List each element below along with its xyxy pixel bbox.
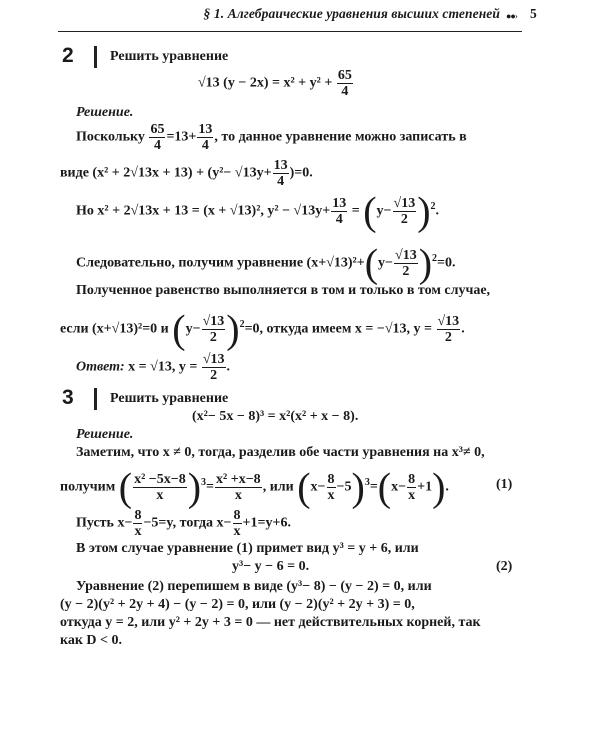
problem-divider-3 [94, 388, 97, 410]
left-paren: ( [118, 464, 133, 510]
left-paren: ( [364, 240, 379, 286]
fraction: $\frac{√13}{2}$ [395, 248, 417, 279]
solution-label: Решение. [76, 427, 134, 442]
problem-3-paragraph-4: В этом случае уравнение (1) примет вид y³ = y + 6, или [76, 541, 419, 556]
solution-label: Решение. [76, 105, 134, 120]
problem-2-equation [198, 68, 354, 99]
problem-3-equation: (x²− 5x − 8)³ = x²(x² + x − 8). [192, 409, 359, 424]
right-paren: ) [226, 306, 240, 352]
left-paren: ( [297, 464, 311, 510]
problem-3-paragraph-7: (y − 2)(y² + 2y + 4) − (y − 2) = 0, или (y − 2)(y² + 2y + 3) = 0, [60, 597, 415, 612]
fraction: $\frac{√13}{2}$ [202, 314, 225, 345]
fraction: $\frac{13}{4}$ [273, 158, 288, 189]
fraction: $\frac{8}{x}$ [134, 508, 142, 539]
running-header: § 1. Алгебраические уравнения высших степеней [203, 6, 500, 21]
answer-label: Ответ: [76, 359, 125, 375]
problem-2-paragraph-1: Поскольку $\frac{65}{4}$ =13+ $\frac{13}{4}$ , то данное уравнение можно записать в [76, 122, 467, 153]
problem-3-paragraph-2: получим ( $\frac{\text{x² −5x−8}}{x}$ )$^3$= $\frac{\text{x² +x−8}}{x}$ , или (x− $\frac{8}{x}$ −5)$^3$=(x− $\frac{8}{x}$ +1). [60, 464, 449, 510]
left-paren: ( [377, 464, 392, 510]
right-paren: ) [187, 464, 202, 510]
fraction: $\frac{65}{4}$ [337, 68, 352, 99]
problem-number-3: 3 [62, 386, 74, 409]
problem-3-paragraph-1: Заметим, что x ≠ 0, тогда, разделив обе части уравнения на x³≠ 0, [76, 445, 485, 460]
problem-divider-2 [94, 46, 97, 68]
fraction: $\frac{\text{x² +x−8}}{x}$ [216, 472, 261, 503]
fraction: $\frac{\text{x² −5x−8}}{x}$ [134, 472, 186, 503]
problem-3-paragraph-5: y³− y − 6 = 0. [232, 559, 310, 574]
problem-3-paragraph-9: как D < 0. [60, 633, 123, 648]
fraction: $\frac{√13}{2}$ [437, 314, 460, 345]
fraction: $\frac{8}{x}$ [233, 508, 241, 539]
problem-2-paragraph-2: виде (x² + 2√13x + 13) + (y²− √13y+ $\frac{13}{4}$ )=0. [60, 158, 313, 189]
equation-label-2: (2) [496, 559, 513, 574]
right-paren: ) [351, 464, 365, 510]
fraction: $\frac{√13}{2}$ [393, 196, 416, 227]
fraction: $\frac{8}{x}$ [327, 472, 335, 503]
fraction: $\frac{65}{4}$ [150, 122, 165, 153]
problem-number-2: 2 [62, 44, 74, 67]
problem-2-task: Решить уравнение [110, 49, 229, 64]
fraction: $\frac{13}{4}$ [332, 196, 347, 227]
equation-lhs: √13 (y − 2x) = x² + y² + [198, 75, 333, 91]
header-dots-icon: ●●› [506, 11, 517, 21]
left-paren: ( [172, 306, 186, 352]
fraction: $\frac{13}{4}$ [198, 122, 213, 153]
page-number: 5 [530, 6, 537, 21]
fraction: $\frac{8}{x}$ [408, 472, 416, 503]
problem-2-paragraph-5: Полученное равенство выполняется в том и только в том случае, [76, 283, 491, 298]
problem-2-paragraph-3: Но x² + 2√13x + 13 = (x + √13)², y² − √13y+ $\frac{13}{4}$ = (y− $\frac{√13}{2}$ )$^2$. [76, 188, 440, 234]
right-paren: ) [432, 464, 446, 510]
right-paren: ) [417, 188, 431, 234]
problem-3-paragraph-3: Пусть x− $\frac{8}{x}$ −5=y, тогда x− $\frac{8}{x}$ +1=y+6. [76, 508, 291, 539]
left-paren: ( [363, 188, 377, 234]
problem-3-task: Решить уравнение [110, 391, 229, 406]
equation-label-1: (1) [496, 477, 513, 492]
right-paren: ) [418, 240, 433, 286]
problem-2-paragraph-6: если (x+√13)²=0 и (y− $\frac{√13}{2}$ )$^2$=0, откуда имеем x = −√13, y = $\frac{√13}{2}$ . [60, 306, 465, 352]
problem-2-answer: Ответ: x = √13, y = $\frac{√13}{2}$ . [76, 352, 230, 383]
header-rule [58, 31, 522, 32]
problem-2-paragraph-4: Следовательно, получим уравнение (x+√13)²+(y− $\frac{√13}{2}$ )$^2$=0. [76, 240, 456, 286]
problem-3-paragraph-8: откуда y = 2, или y² + 2y + 3 = 0 — нет действительных корней, так [60, 615, 481, 630]
problem-3-paragraph-6: Уравнение (2) перепишем в виде (y³− 8) − (y − 2) = 0, или [76, 579, 432, 594]
fraction: $\frac{√13}{2}$ [202, 352, 225, 383]
